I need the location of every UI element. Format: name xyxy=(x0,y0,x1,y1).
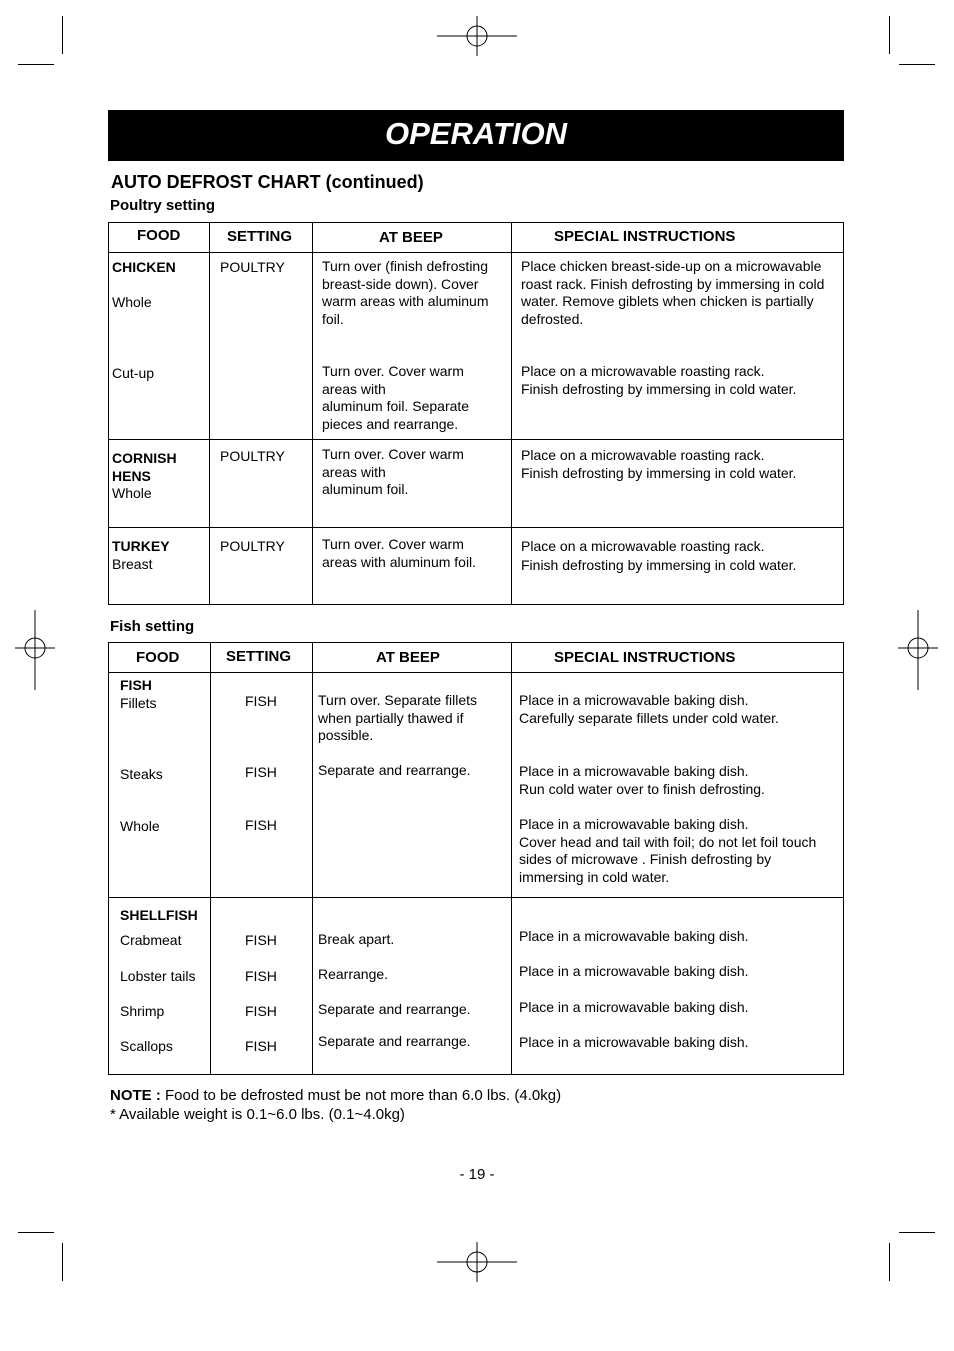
setting-cornish: POULTRY xyxy=(220,448,285,464)
setting-scallops: FISH xyxy=(245,1038,277,1054)
section-banner xyxy=(108,110,844,161)
header-special-instructions: SPECIAL INSTRUCTIONS xyxy=(554,228,736,245)
header-at-beep: AT BEEP xyxy=(376,649,440,666)
header-special-instructions: SPECIAL INSTRUCTIONS xyxy=(554,649,736,666)
instructions-chicken-cutup: Place on a microwavable roasting rack. Finish defrosting by immersing in cold water. xyxy=(521,363,797,397)
banner-title: OPERATION xyxy=(385,116,567,151)
registration-mark-icon xyxy=(437,1242,517,1282)
food-fish-steaks: Steaks xyxy=(120,766,163,782)
food-cornish-hens: CORNISH HENS Whole xyxy=(112,450,177,502)
instructions-shrimp: Place in a microwavable baking dish. xyxy=(519,999,749,1015)
at-beep-cornish: Turn over. Cover warm areas with aluminum foil. xyxy=(322,446,464,498)
fish-heading: Fish setting xyxy=(110,618,195,635)
crop-mark xyxy=(889,16,890,54)
at-beep-turkey: Turn over. Cover warm areas with aluminum foil. xyxy=(322,536,477,570)
registration-mark-icon xyxy=(437,16,517,56)
note xyxy=(110,1086,561,1124)
food-crabmeat: Crabmeat xyxy=(120,932,182,948)
instructions-crabmeat: Place in a microwavable baking dish. xyxy=(519,928,749,944)
setting-fish-whole: FISH xyxy=(245,817,277,833)
instructions-chicken-whole: Place chicken breast-side-up on a microwavable roast rack. Finish defrosting by immersing in cold water. Remove giblets when chicken is partially defrosted. xyxy=(521,258,825,327)
poultry-table xyxy=(108,222,844,605)
at-beep-lobster-tails: Rearrange. xyxy=(318,966,389,982)
header-food: FOOD xyxy=(137,227,181,244)
instructions-lobster-tails: Place in a microwavable baking dish. xyxy=(519,963,749,979)
setting-turkey: POULTRY xyxy=(220,538,285,554)
chart-title: AUTO DEFROST CHART (continued) xyxy=(111,172,424,192)
setting-fish-fillets: FISH xyxy=(245,693,277,709)
note-label: NOTE : xyxy=(110,1087,161,1104)
instructions-cornish: Place on a microwavable roasting rack. Finish defrosting by immersing in cold water. xyxy=(521,447,797,481)
fish-table xyxy=(108,642,844,1075)
at-beep-fish-fillets: Turn over. Separate fillets when partially thawed if possible. xyxy=(318,692,478,744)
setting-crabmeat: FISH xyxy=(245,932,277,948)
instructions-turkey: Place on a microwavable roasting rack. Finish defrosting by immersing in cold water. xyxy=(521,538,797,573)
at-beep-chicken-whole: Turn over (finish defrosting breast-side down). Cover warm areas with aluminum foil. xyxy=(322,258,489,327)
at-beep-shrimp: Separate and rearrange. xyxy=(318,1001,471,1017)
poultry-heading: Poultry setting xyxy=(110,197,216,214)
at-beep-scallops: Separate and rearrange. xyxy=(318,1033,471,1049)
crop-mark xyxy=(18,64,54,65)
note-available-weight: * Available weight is 0.1~6.0 lbs. (0.1~4.0kg) xyxy=(110,1106,405,1123)
instructions-scallops: Place in a microwavable baking dish. xyxy=(519,1034,749,1050)
food-fish: FISH Fillets xyxy=(120,677,157,711)
note-text: Food to be defrosted must be not more than 6.0 lbs. (4.0kg) xyxy=(165,1087,562,1104)
food-scallops: Scallops xyxy=(120,1038,173,1054)
food-turkey: TURKEY Breast xyxy=(112,538,170,572)
page-number: - 19 - xyxy=(459,1166,495,1183)
at-beep-crabmeat: Break apart. xyxy=(318,931,395,947)
header-food: FOOD xyxy=(136,649,180,666)
crop-mark xyxy=(899,1232,935,1233)
setting-fish-steaks: FISH xyxy=(245,764,277,780)
header-setting: SETTING xyxy=(227,228,293,245)
food-chicken-cutup: Cut-up xyxy=(112,365,155,381)
food-lobster-tails: Lobster tails xyxy=(120,968,196,984)
setting-chicken: POULTRY xyxy=(220,259,285,275)
crop-mark xyxy=(18,1232,54,1233)
food-shellfish: SHELLFISH xyxy=(120,907,198,923)
instructions-fish-steaks: Place in a microwavable baking dish. Run cold water over to finish defrosting. xyxy=(519,763,765,797)
crop-mark xyxy=(62,1243,63,1281)
food-chicken: CHICKEN xyxy=(112,259,176,275)
at-beep-chicken-cutup: Turn over. Cover warm areas with aluminum foil. Separate pieces and rearrange. xyxy=(322,363,470,432)
crop-mark xyxy=(62,16,63,54)
crop-mark xyxy=(899,64,935,65)
instructions-fish-whole: Place in a microwavable baking dish. Cover head and tail with foil; do not let foil touch sides of microwave . Finish defrosting by immersing in cold water. xyxy=(519,816,817,885)
instructions-fish-fillets: Place in a microwavable baking dish. Carefully separate fillets under cold water. xyxy=(519,692,779,726)
registration-mark-icon xyxy=(15,610,55,690)
at-beep-fish-steaks: Separate and rearrange. xyxy=(318,762,471,778)
setting-lobster-tails: FISH xyxy=(245,968,277,984)
food-chicken-whole: Whole xyxy=(112,294,152,310)
header-setting: SETTING xyxy=(226,648,292,665)
setting-shrimp: FISH xyxy=(245,1003,277,1019)
crop-mark xyxy=(889,1243,890,1281)
registration-mark-icon xyxy=(898,610,938,690)
header-at-beep: AT BEEP xyxy=(379,229,443,246)
food-fish-whole: Whole xyxy=(120,818,160,834)
food-shrimp: Shrimp xyxy=(120,1003,165,1019)
